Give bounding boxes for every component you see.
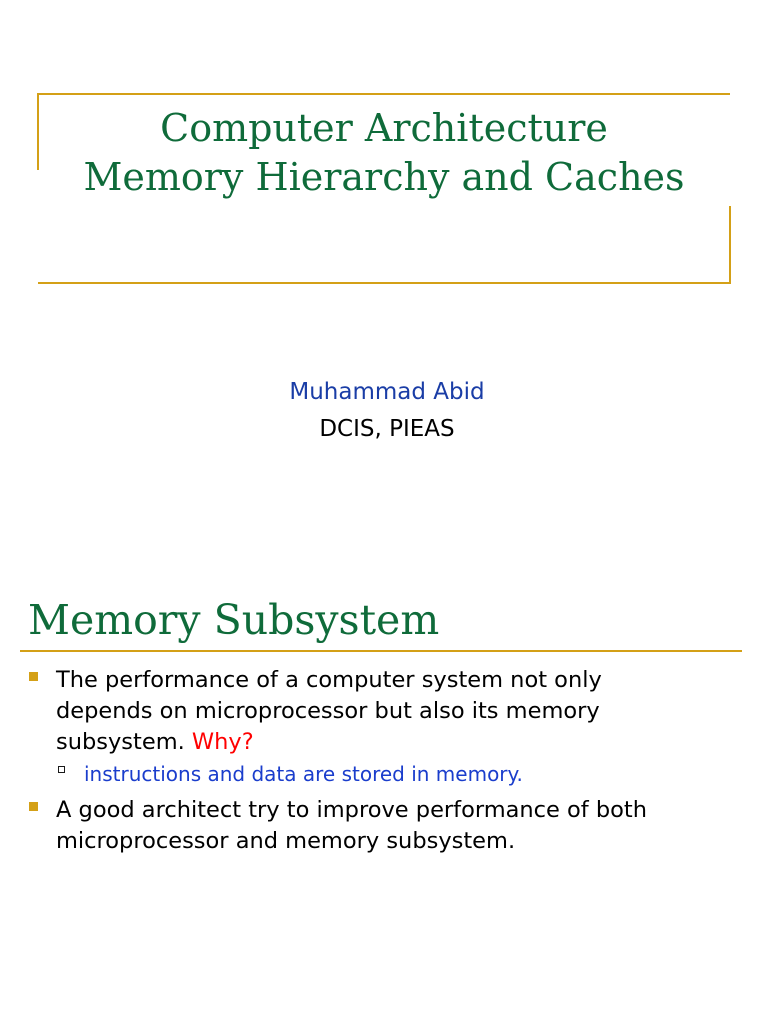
title-underline-rule	[20, 650, 742, 652]
bullet-line: depends on microprocessor but also its memory	[56, 698, 600, 724]
sub-bullet-item-1: instructions and data are stored in memory.	[84, 762, 523, 786]
bullet-line: microprocessor and memory subsystem.	[56, 828, 516, 854]
why-highlight: Why?	[191, 729, 254, 755]
slide-title-line-1: Computer Architecture	[160, 106, 608, 150]
bullet-item-1	[56, 665, 756, 758]
bullet-square-icon	[29, 672, 38, 681]
author-name: Muhammad Abid	[289, 379, 485, 405]
content-slide	[0, 512, 768, 1024]
slide-title-line-2: Memory Hierarchy and Caches	[83, 155, 685, 199]
frame-bottom-rule	[38, 282, 731, 284]
slide-title	[40, 104, 728, 202]
frame-left-rule	[37, 93, 39, 170]
bullet-line: The performance of a computer system not only	[56, 667, 602, 693]
content-slide-title: Memory Subsystem	[28, 596, 440, 644]
bullet-line-text: subsystem.	[56, 729, 192, 755]
bullet-item-2	[56, 795, 756, 857]
sub-bullet-box-icon	[58, 766, 65, 773]
bullet-line	[56, 727, 756, 758]
author-affiliation: DCIS, PIEAS	[319, 416, 455, 442]
frame-top-rule	[38, 93, 730, 95]
bullet-line: A good architect try to improve performance of both	[56, 797, 648, 823]
bullet-square-icon	[29, 802, 38, 811]
frame-right-rule	[729, 206, 731, 284]
